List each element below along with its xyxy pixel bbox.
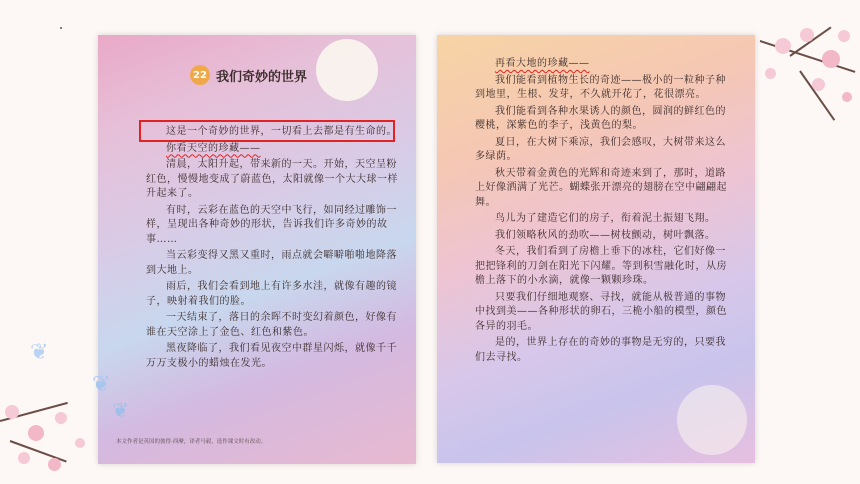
lesson-header [190, 65, 307, 85]
page-dot [60, 27, 62, 29]
paragraph: 我们能看到各种水果诱人的颜色，圆润的鲜红色的樱桃，深紫色的李子，浅黄色的梨。 [475, 105, 726, 131]
sky-subheading: 你看天空的珍藏—— [166, 142, 261, 154]
highlight-box [139, 120, 395, 142]
paragraph: 雨后，我们会看到地上有许多水洼，就像有趣的镜子，映射着我们的脸。 [146, 281, 397, 307]
left-page-body [98, 125, 416, 373]
butterfly-icon: ❦ [92, 372, 111, 397]
highlighted-sentence: 这是一个奇妙的世界，一切看上去都是有生命的。 [166, 126, 397, 137]
paragraph: 冬天，我们看到了房檐上垂下的冰柱，它们好像一把把锋利的刀剑在阳光下闪耀。等到积雪融化时，从房檐上落下的小水滴，就像一颗颗珍珠。 [475, 246, 727, 286]
paragraph: 一天结束了，落日的余晖不时变幻着颜色，好像有谁在天空涂上了金色、红色和紫色。 [146, 312, 397, 338]
lesson-title: 我们奇妙的世界 [216, 69, 308, 85]
paragraph: 清晨，太阳升起，带来新的一天。开始，天空呈粉红色，慢慢地变成了蔚蓝色，太阳就像一个大大球一样升起来了。 [146, 159, 398, 199]
paragraph: 我们能看到植物生长的奇迹——极小的一粒种子种到地里，生根、发芽，不久就开花了，花很漂亮。 [475, 74, 726, 100]
textbook-right-page [437, 35, 755, 463]
earth-subheading: 再看大地的珍藏—— [495, 58, 590, 69]
paragraph: 夏日，在大树下乘凉，我们会感叹，大树带来这么多绿荫。 [475, 136, 726, 162]
paragraph: 是的，世界上存在的奇妙的事物是无穷的，只要我们去寻找。 [475, 337, 726, 363]
footnote: 本文作者是英国的彼得·西摩，译者马毅，选作课文时有改动。 [116, 439, 267, 445]
paragraph: 秋天带着金黄色的光辉和奇迹来到了，那时，道路上好像洒满了光芒。蝴蝶张开漂亮的翅膀在空中翩翩起舞。 [475, 167, 727, 208]
paragraph: 鸟儿为了建造它们的房子，衔着泥土振翅飞翔。 [495, 213, 716, 224]
paragraph: 我们领略秋风的劲吹——树枝颤动，树叶飘落。 [495, 229, 716, 241]
moon-icon [677, 385, 747, 455]
textbook-left-page [98, 35, 416, 464]
paragraph: 只要我们仔细地观察、寻找，就能从极普通的事物中找到美——各种形状的卵石，三桅小船的模型，颜色各异的羽毛。 [475, 291, 727, 332]
paragraph: 黑夜降临了，我们看见夜空中群星闪烁，就像千千万万支极小的蜡烛在发光。 [146, 343, 397, 369]
butterfly-icon: ❦ [30, 340, 49, 365]
butterfly-icon: ❦ [112, 398, 129, 422]
lesson-number-badge: 22 [190, 65, 210, 85]
paragraph: 有时，云彩在蓝色的天空中飞行，如同经过雕饰一样，呈现出各种奇妙的形状，告诉我们许多奇妙的故事…… [146, 204, 397, 245]
paragraph: 当云彩变得又黑又重时，雨点就会噼噼啪啪地降落到大地上。 [146, 250, 397, 276]
right-page-body [437, 57, 755, 367]
moon-icon [316, 39, 378, 101]
